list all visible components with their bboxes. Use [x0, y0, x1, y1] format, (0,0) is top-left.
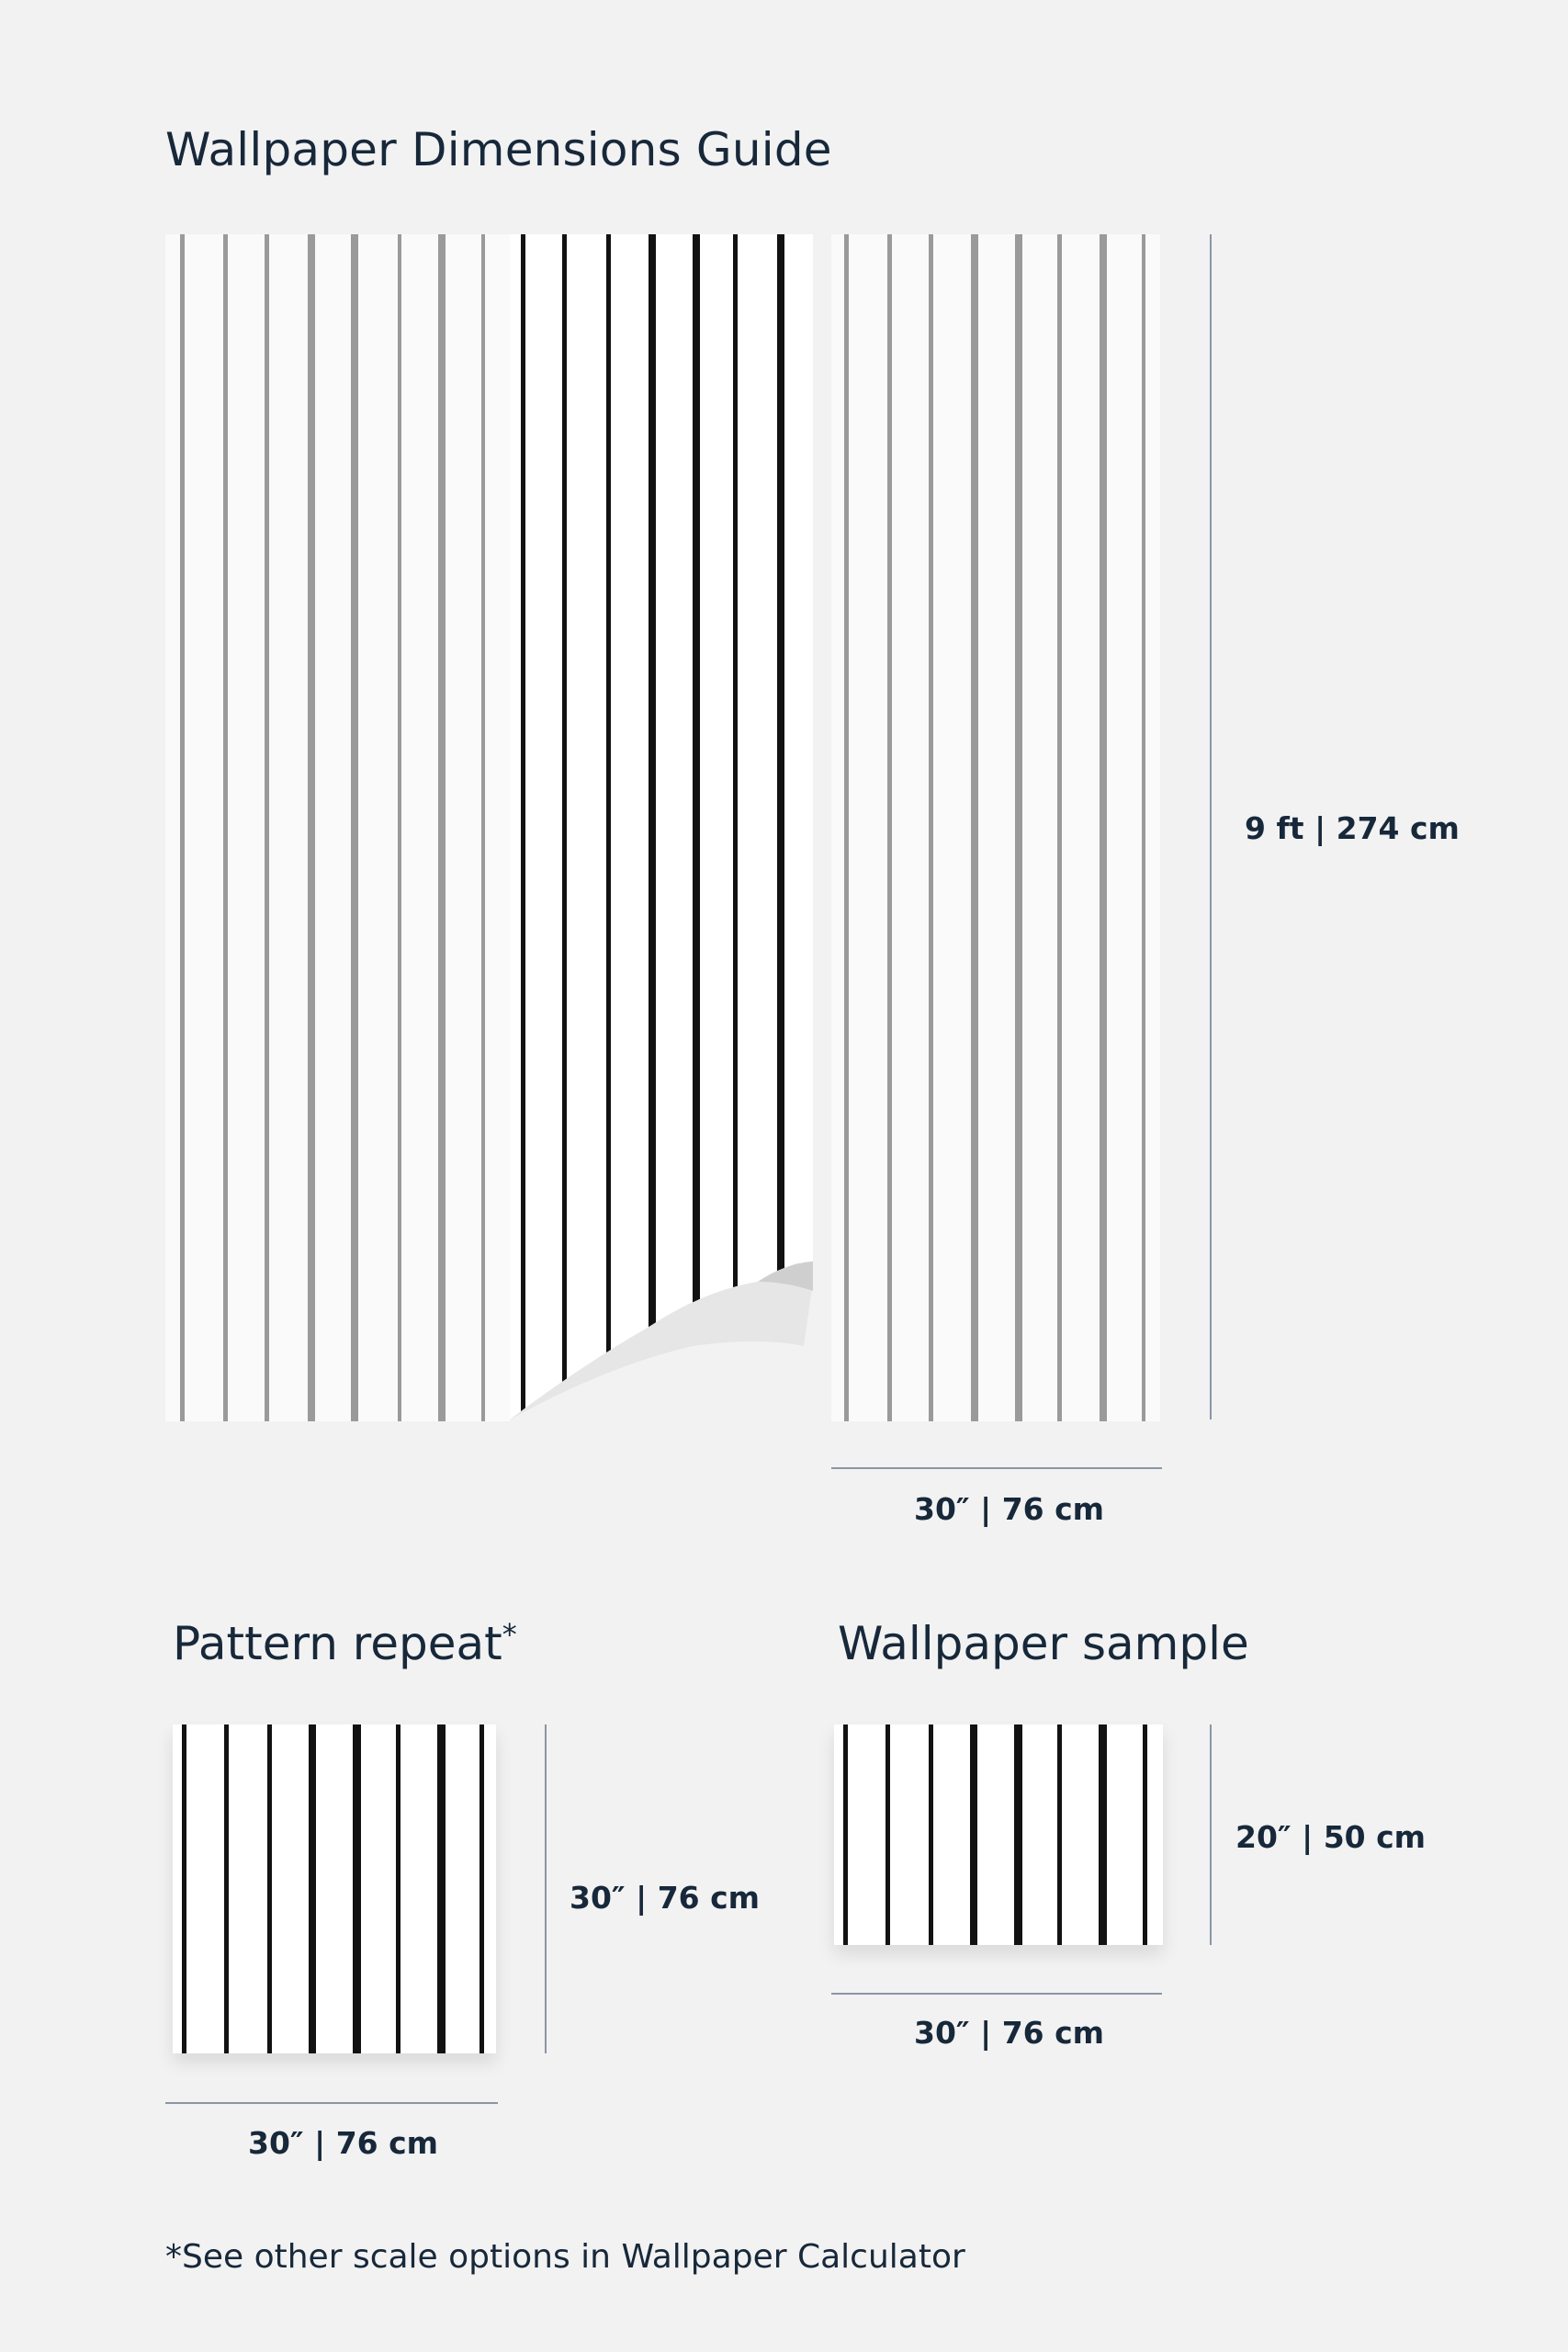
stripe-pattern-dark	[510, 234, 813, 1421]
sample-width-measure-line	[831, 1993, 1162, 1995]
pattern-repeat-swatch	[173, 1724, 496, 2053]
pattern-repeat-heading	[173, 1617, 517, 1670]
roll-panel-left	[165, 234, 510, 1421]
roll-height-label: 9 ft | 274 cm	[1245, 810, 1460, 846]
roll-panel-right	[831, 234, 1160, 1421]
sample-width-label: 30″ | 76 cm	[914, 2015, 1105, 2051]
pattern-width-measure-line	[165, 2102, 498, 2104]
sample-heading: Wallpaper sample	[838, 1617, 1249, 1670]
stripe-pattern-repeat	[173, 1724, 496, 2053]
width-measure-line	[831, 1467, 1162, 1469]
roll-width-label: 30″ | 76 cm	[914, 1491, 1105, 1527]
pattern-width-label: 30″ | 76 cm	[248, 2125, 439, 2161]
asterisk-mark: *	[502, 1617, 517, 1652]
height-measure-line	[1210, 234, 1212, 1419]
sample-height-measure-line	[1210, 1724, 1212, 1945]
sample-height-label: 20″ | 50 cm	[1235, 1819, 1427, 1855]
stripe-pattern-sample	[834, 1724, 1163, 1945]
pattern-height-measure-line	[545, 1724, 547, 2053]
stripe-pattern-faded	[165, 234, 510, 1421]
footnote: *See other scale options in Wallpaper Calculator	[165, 2238, 965, 2276]
page-title: Wallpaper Dimensions Guide	[165, 123, 832, 176]
main-roll-illustration	[165, 234, 1176, 1429]
pattern-height-label: 30″ | 76 cm	[570, 1880, 761, 1916]
roll-panel-center	[510, 234, 813, 1421]
pattern-repeat-heading-text: Pattern repeat	[173, 1617, 502, 1670]
sample-swatch	[834, 1724, 1163, 1945]
stripe-pattern-faded-right	[831, 234, 1160, 1421]
